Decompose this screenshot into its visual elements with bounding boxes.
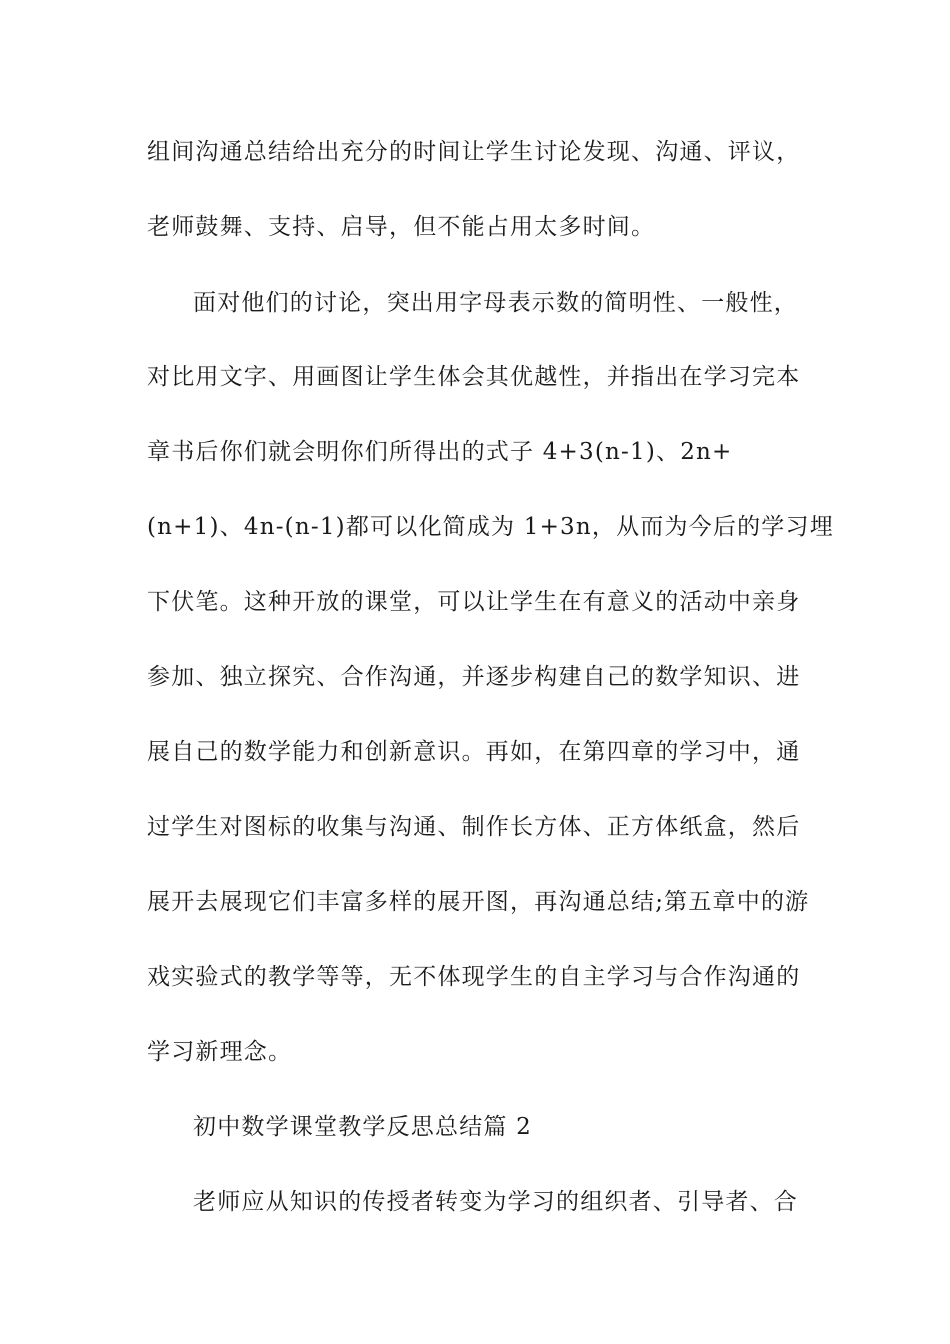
- paragraph-line: 过学生对图标的收集与沟通、制作长方体、正方体纸盒，然后: [147, 814, 801, 840]
- paragraph-line: 老师应从知识的传授者转变为学习的组织者、引导者、合: [193, 1189, 798, 1215]
- paragraph-line: 学习新理念。: [147, 1039, 293, 1065]
- paragraph-line: 章书后你们就会明你们所得出的式子 4+3(n-1)、2n+: [147, 439, 733, 465]
- paragraph-line: 面对他们的讨论，突出用字母表示数的简明性、一般性，: [193, 290, 798, 316]
- paragraph-line: 对比用文字、用画图让学生体会其优越性，并指出在学习完本: [147, 364, 801, 390]
- paragraph-line: 参加、独立探究、合作沟通，并逐步构建自己的数学知识、进: [147, 664, 801, 690]
- paragraph-line: 展开去展现它们丰富多样的展开图，再沟通总结;第五章中的游: [147, 889, 810, 915]
- paragraph-line: 组间沟通总结给出充分的时间让学生讨论发现、沟通、评议，: [147, 139, 801, 165]
- section-title: 初中数学课堂教学反思总结篇 2: [193, 1114, 532, 1140]
- paragraph-line: 老师鼓舞、支持、启导，但不能占用太多时间。: [147, 214, 656, 240]
- paragraph-line: 展自己的数学能力和创新意识。再如，在第四章的学习中，通: [147, 739, 801, 765]
- paragraph-line: (n+1)、4n-(n-1)都可以化简成为 1+3n，从而为今后的学习埋: [147, 514, 834, 540]
- paragraph-line: 戏实验式的教学等等，无不体现学生的自主学习与合作沟通的: [147, 964, 801, 990]
- paragraph-line: 下伏笔。这种开放的课堂，可以让学生在有意义的活动中亲身: [147, 589, 801, 615]
